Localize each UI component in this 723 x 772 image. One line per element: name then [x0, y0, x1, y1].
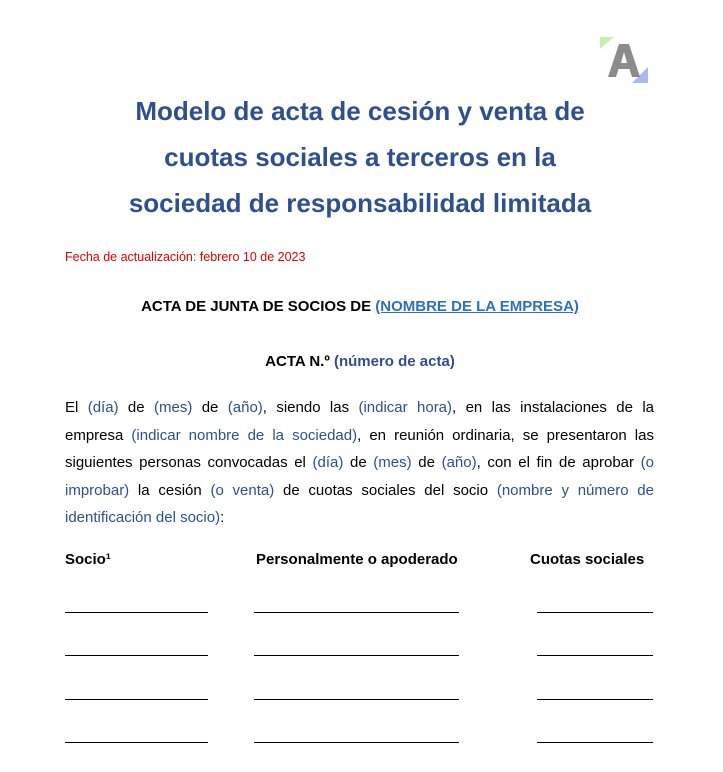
- paragraph-line: [65, 394, 654, 422]
- placeholder: improbar): [65, 481, 130, 499]
- paragraph-line: [65, 477, 654, 505]
- partner-blank-line[interactable]: [65, 699, 208, 700]
- text: , con el fin de aprobar: [476, 454, 641, 471]
- body-paragraph: [65, 394, 654, 532]
- column-header-attendance: Personalmente o apoderado: [256, 551, 458, 568]
- text: de: [118, 399, 154, 416]
- partner-blank-line[interactable]: [65, 742, 208, 743]
- column-header-partner: Socio¹: [65, 551, 111, 568]
- title-line: sociedad de responsabilidad limitada: [128, 188, 592, 218]
- text: de cuotas sociales del socio: [274, 481, 497, 499]
- document-title: [0, 88, 720, 226]
- quotas-blank-line[interactable]: [537, 655, 653, 656]
- act-heading-prefix: ACTA DE JUNTA DE SOCIOS DE: [141, 298, 376, 315]
- attendance-blank-line[interactable]: [254, 699, 459, 700]
- partner-blank-line[interactable]: [65, 612, 208, 613]
- act-number-prefix: ACTA N.º: [265, 353, 334, 370]
- brand-logo: [600, 37, 648, 85]
- act-number-heading: [0, 353, 720, 370]
- placeholder: (año): [441, 454, 477, 471]
- act-heading: [0, 298, 720, 315]
- placeholder: (mes): [154, 399, 193, 416]
- paragraph-line: [65, 449, 654, 477]
- title-line: cuotas sociales a terceros en la: [164, 142, 556, 172]
- paragraph-line: [65, 504, 654, 532]
- attendance-blank-line[interactable]: [254, 742, 459, 743]
- update-date: Fecha de actualización: febrero 10 de 2023: [65, 250, 306, 264]
- text: El: [65, 399, 88, 416]
- partner-blank-line[interactable]: [65, 655, 208, 656]
- text: , en reunión ordinaria, se presentaron las: [357, 426, 654, 444]
- attendance-blank-line[interactable]: [254, 612, 459, 613]
- placeholder: (día): [87, 399, 119, 416]
- placeholder: (mes): [373, 454, 412, 471]
- text: empresa: [65, 426, 132, 444]
- text: :: [220, 509, 225, 526]
- placeholder: (indicar nombre de la sociedad): [131, 426, 358, 444]
- quotas-blank-line[interactable]: [537, 742, 653, 743]
- text: de: [192, 399, 228, 416]
- act-number-placeholder: (número de acta): [333, 353, 455, 370]
- quotas-blank-line[interactable]: [537, 612, 653, 613]
- placeholder: identificación del socio): [65, 509, 221, 526]
- placeholder: (o: [640, 454, 654, 471]
- placeholder: (día): [312, 454, 344, 471]
- attendance-blank-line[interactable]: [254, 655, 459, 656]
- paragraph-line: [65, 422, 654, 450]
- quotas-blank-line[interactable]: [537, 699, 653, 700]
- text: , en las instalaciones de la: [452, 399, 654, 416]
- text: , siendo las: [262, 399, 359, 416]
- company-name-placeholder: (NOMBRE DE LA EMPRESA): [375, 298, 579, 315]
- text: de: [343, 454, 374, 471]
- title-line: Modelo de acta de cesión y venta de: [135, 96, 585, 126]
- text: siguientes personas convocadas el: [65, 454, 313, 471]
- column-header-quotas: Cuotas sociales: [530, 551, 645, 568]
- placeholder: (o venta): [210, 481, 275, 499]
- placeholder: (indicar hora): [358, 399, 453, 416]
- text: de: [411, 454, 442, 471]
- placeholder: (nombre y número de: [496, 481, 654, 499]
- text: la cesión: [129, 481, 211, 499]
- placeholder: (año): [227, 399, 263, 416]
